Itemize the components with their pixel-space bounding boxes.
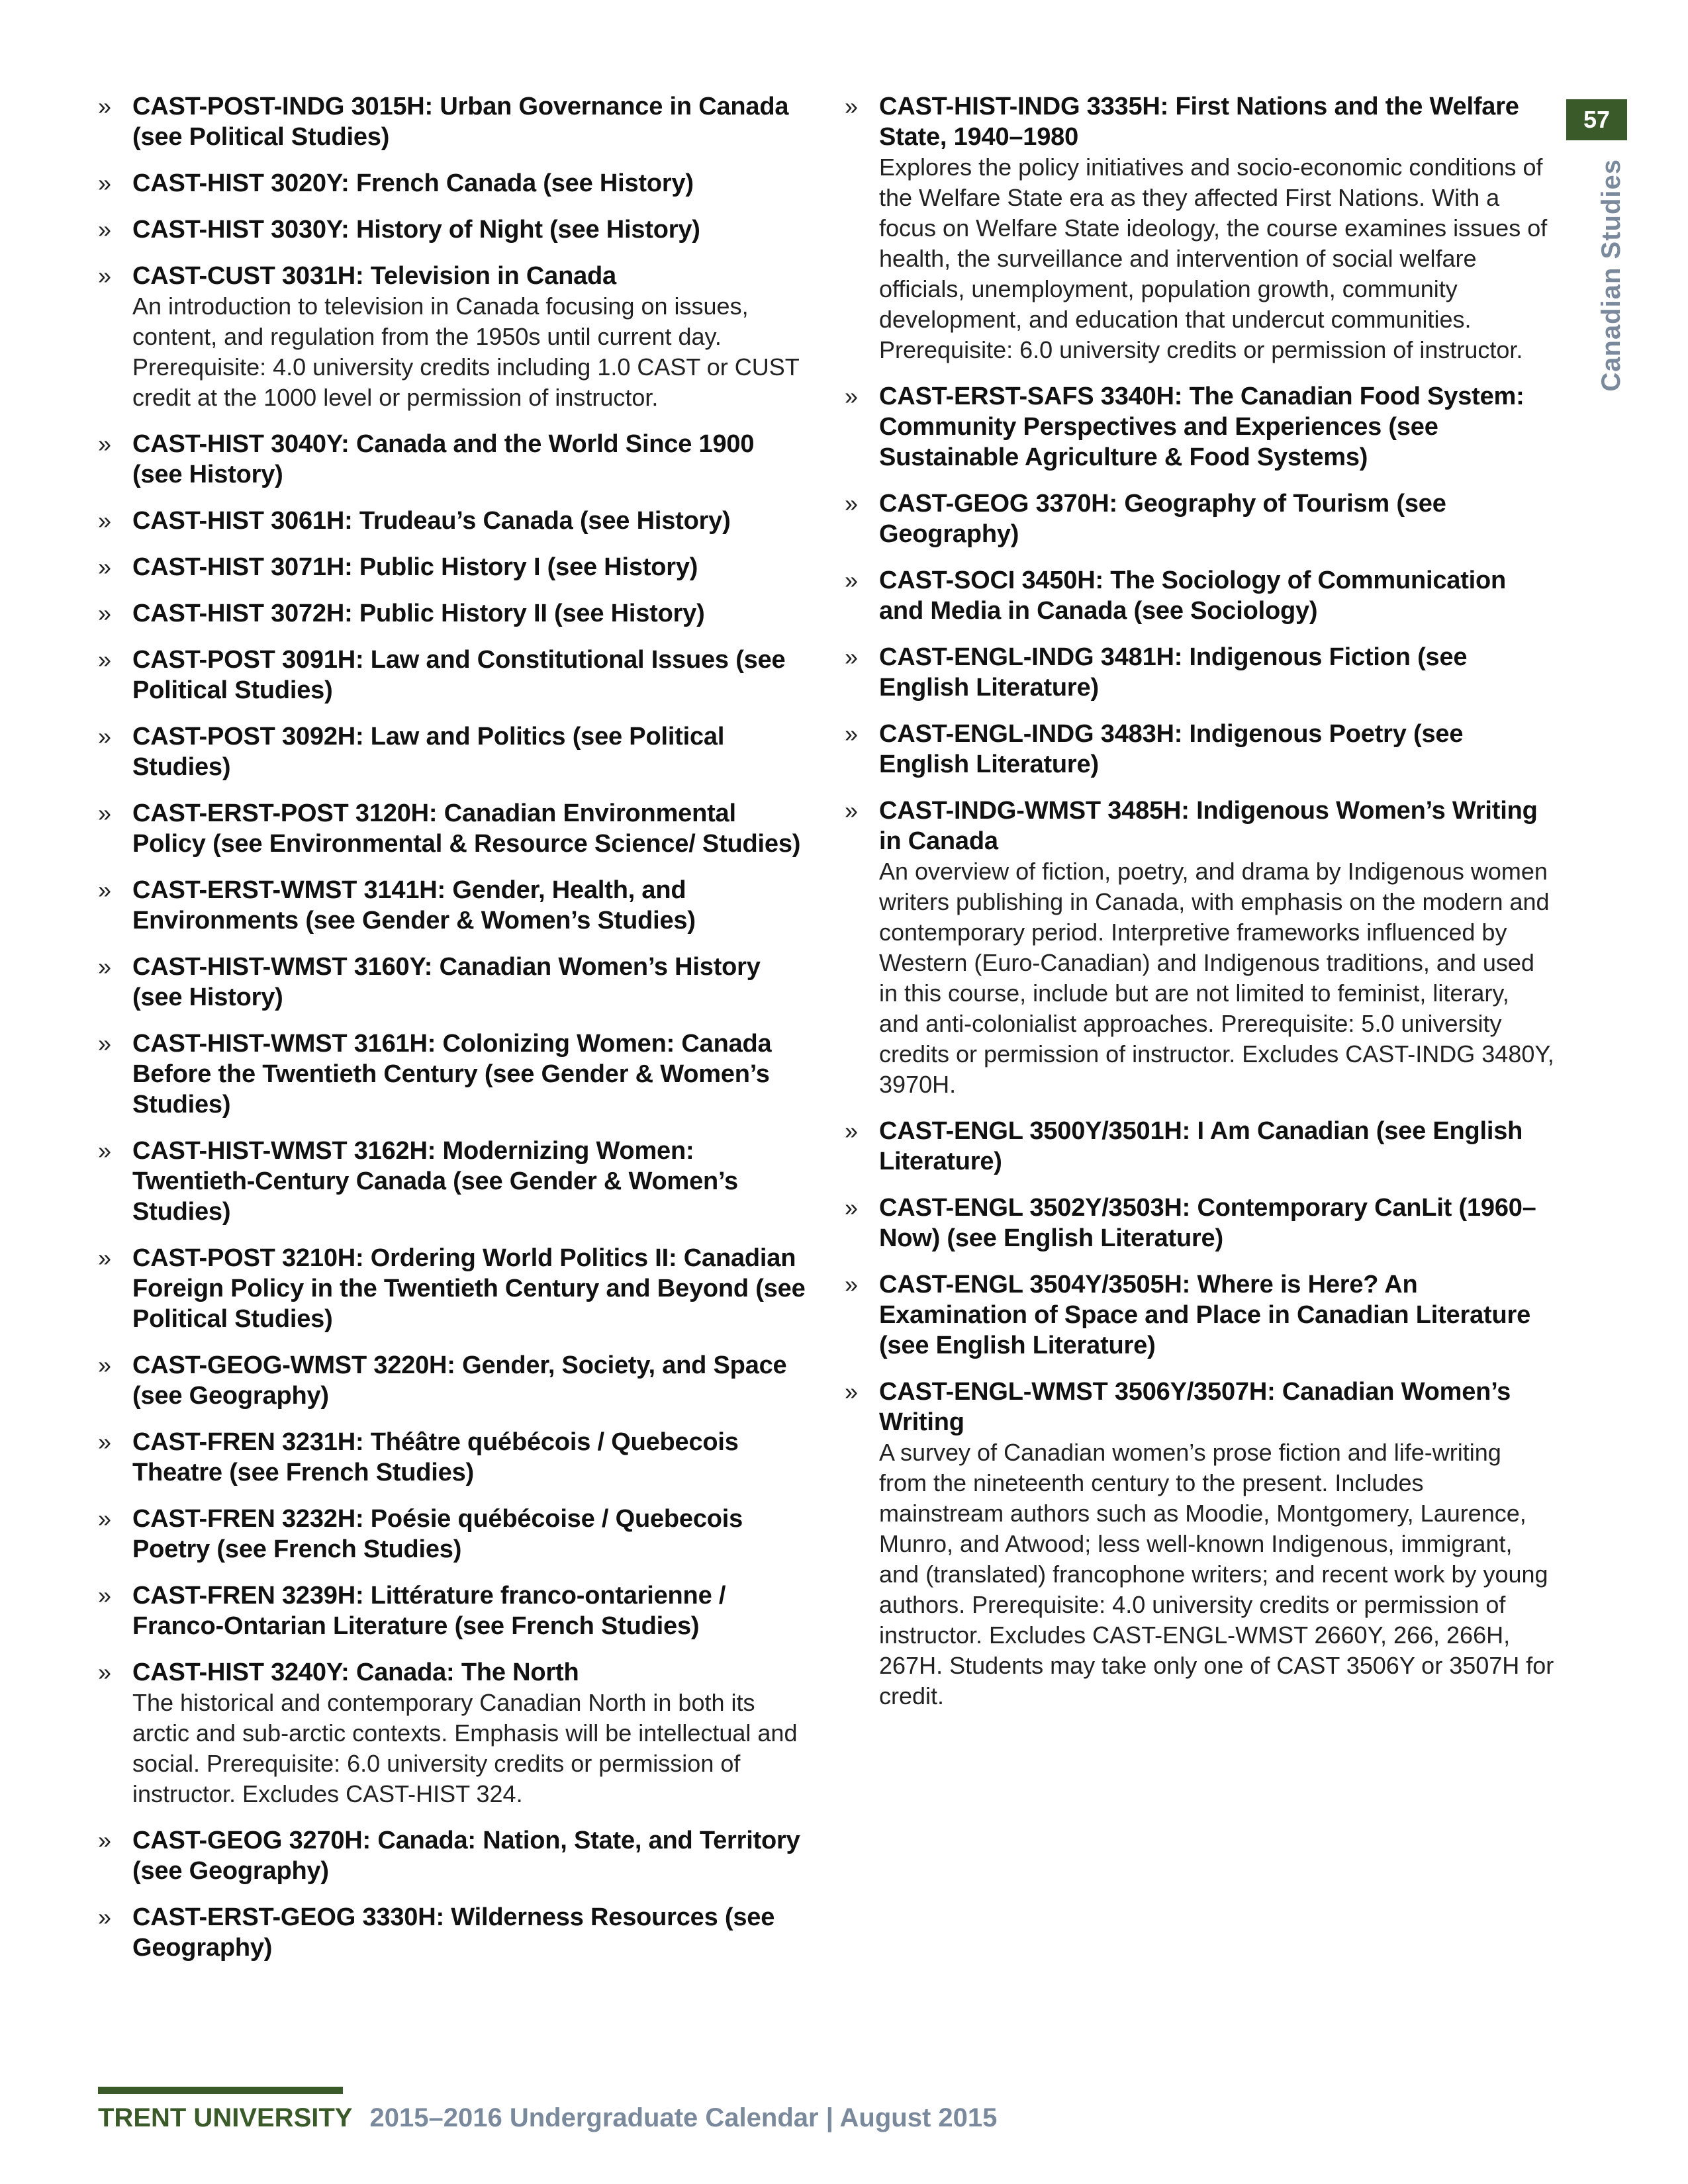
bullet-chevron-icon: » [98,646,112,673]
course-title: CAST-INDG-WMST 3485H: Indigenous Women’s Writing in Canada [879,797,1538,855]
course-title: CAST-ERST-SAFS 3340H: The Canadian Food System: Community Perspectives and Experiences (see Sustainable Agriculture & Food Systems) [879,383,1524,471]
course-description: An introduction to television in Canada focusing on issues, content, and regulation from the 1950s until current day. Prerequisite: 4.0 university credits including 1.0 CAST or CUST credit at the 1000 level or permission of instructor. [132,293,800,411]
course-title: CAST-POST 3091H: Law and Constitutional Issues (see Political Studies) [132,646,786,704]
bullet-chevron-icon: » [845,1378,859,1405]
footer-university: TRENT UNIVERSITY [98,2103,353,2132]
course-entry [93,1350,808,1411]
course-entry [839,1193,1554,1253]
bullet-chevron-icon: » [98,799,112,827]
bullet-chevron-icon: » [98,1137,112,1164]
bullet-chevron-icon: » [845,567,859,594]
bullet-chevron-icon: » [845,1271,859,1298]
course-title: CAST-HIST 3071H: Public History I (see History) [132,553,698,581]
course-title: CAST-POST 3210H: Ordering World Politics II: Canadian Foreign Policy in the Twentieth Century and Beyond (see Political Studies) [132,1244,806,1333]
course-entry [839,565,1554,626]
course-entry [93,1504,808,1565]
course-entry [93,952,808,1013]
bullet-chevron-icon: » [98,169,112,197]
course-description: A survey of Canadian women’s prose fiction and life-writing from the nineteenth century to the present. Includes mainstream authors such as Moodie, Montgomery, Laurence, Munro, and Atwood; less well-known Indigenous, immigrant, and (translated) francophone writers; and recent work by young authors. Prerequisite: 4.0 university credits or permission of instructor. Excludes CAST-ENGL-WMST 2660Y, 266, 266H, 267H. Students may take only one of CAST 3506Y or 3507H for credit. [879,1439,1554,1709]
course-title: CAST-HIST 3030Y: History of Night (see History) [132,216,700,244]
course-entry [93,1580,808,1641]
course-entry [93,598,808,629]
bullet-chevron-icon: » [98,93,112,120]
course-entry [93,721,808,782]
course-entry [93,91,808,152]
course-entry [93,506,808,536]
course-entry [93,875,808,936]
footer-rule [98,2087,343,2094]
course-entry [839,642,1554,703]
course-entry [839,1269,1554,1361]
bullet-chevron-icon: » [98,1428,112,1455]
bullet-chevron-icon: » [845,490,859,517]
course-title: CAST-HIST-WMST 3161H: Colonizing Women: Canada Before the Twentieth Century (see Gender & Women’s Studies) [132,1030,772,1118]
course-title: CAST-ENGL-INDG 3481H: Indigenous Fiction (see English Literature) [879,643,1468,702]
course-title: CAST-ENGL 3500Y/3501H: I Am Canadian (see English Literature) [879,1117,1523,1175]
course-entry [93,552,808,582]
footer [98,2103,997,2133]
course-title: CAST-SOCI 3450H: The Sociology of Communication and Media in Canada (see Sociology) [879,567,1507,625]
course-title: CAST-GEOG 3370H: Geography of Tourism (see Geography) [879,490,1446,548]
course-title: CAST-GEOG 3270H: Canada: Nation, State, and Territory (see Geography) [132,1827,800,1885]
course-title: CAST-CUST 3031H: Television in Canada [132,262,616,290]
course-description: The historical and contemporary Canadian North in both its arctic and sub-arctic contexts. Emphasis will be intellectual and social. Prerequisite: 6.0 university credits or permission of instructor. Excludes CAST-HIST 324. [132,1689,798,1807]
course-title: CAST-HIST 3072H: Public History II (see History) [132,600,705,627]
course-entry [839,488,1554,549]
bullet-chevron-icon: » [98,953,112,980]
course-title: CAST-POST-INDG 3015H: Urban Governance in Canada (see Political Studies) [132,93,789,151]
course-entry [839,719,1554,780]
course-entry [93,214,808,245]
course-entry [93,1427,808,1488]
bullet-chevron-icon: » [98,1030,112,1057]
course-title: CAST-HIST-WMST 3160Y: Canadian Women’s History (see History) [132,953,761,1011]
course-title: CAST-HIST 3020Y: French Canada (see History) [132,169,694,197]
bullet-chevron-icon: » [845,1194,859,1221]
bullet-chevron-icon: » [98,1582,112,1609]
bullet-chevron-icon: » [98,1505,112,1532]
right-column [839,91,1554,1727]
course-entry [93,1825,808,1886]
bullet-chevron-icon: » [98,1351,112,1379]
bullet-chevron-icon: » [98,553,112,580]
course-title: CAST-HIST 3240Y: Canada: The North [132,1659,579,1686]
bullet-chevron-icon: » [98,876,112,903]
course-entry [93,645,808,705]
bullet-chevron-icon: » [845,720,859,747]
course-title: CAST-FREN 3231H: Théâtre québécois / Quebecois Theatre (see French Studies) [132,1428,739,1486]
course-title: CAST-ENGL 3504Y/3505H: Where is Here? An Examination of Space and Place in Canadian Literature (see English Literature) [879,1271,1531,1359]
section-label: Canadian Studies [1597,159,1626,392]
bullet-chevron-icon: » [98,507,112,534]
course-description: An overview of fiction, poetry, and drama by Indigenous women writers publishing in Canada, with emphasis on the modern and contemporary period. Interpretive frameworks influenced by Western (Euro-Canadian) and Indigenous traditions, and used in this course, include but are not limited to feminist, literary, and anti-colonialist approaches. Prerequisite: 5.0 university credits or permission of instructor. Excludes CAST-INDG 3480Y, 3970H. [879,858,1554,1098]
course-title: CAST-HIST-WMST 3162H: Modernizing Women: Twentieth-Century Canada (see Gender & Women’s Studies) [132,1137,738,1226]
bullet-chevron-icon: » [98,1244,112,1271]
bullet-chevron-icon: » [845,383,859,410]
course-title: CAST-HIST 3040Y: Canada and the World Since 1900 (see History) [132,430,755,488]
bullet-chevron-icon: » [845,797,859,824]
bullet-chevron-icon: » [98,1827,112,1854]
course-title: CAST-ERST-GEOG 3330H: Wilderness Resources (see Geography) [132,1903,775,1962]
course-entry [93,429,808,490]
bullet-chevron-icon: » [845,93,859,120]
course-title: CAST-ERST-WMST 3141H: Gender, Health, and Environments (see Gender & Women’s Studies) [132,876,696,934]
bullet-chevron-icon: » [98,1659,112,1686]
course-title: CAST-ENGL-WMST 3506Y/3507H: Canadian Women’s Writing [879,1378,1511,1436]
course-title: CAST-HIST-INDG 3335H: First Nations and the Welfare State, 1940–1980 [879,93,1519,151]
course-entry [93,1136,808,1227]
bullet-chevron-icon: » [845,1117,859,1144]
course-entry [839,796,1554,1100]
bullet-chevron-icon: » [98,216,112,243]
course-title: CAST-ENGL 3502Y/3503H: Contemporary CanLit (1960–Now) (see English Literature) [879,1194,1536,1252]
course-title: CAST-ENGL-INDG 3483H: Indigenous Poetry (see English Literature) [879,720,1464,778]
bullet-chevron-icon: » [98,430,112,457]
bullet-chevron-icon: » [98,1903,112,1931]
footer-calendar: 2015–2016 Undergraduate Calendar | August 2015 [369,2103,998,2132]
bullet-chevron-icon: » [845,643,859,670]
bullet-chevron-icon: » [98,723,112,750]
course-title: CAST-ERST-POST 3120H: Canadian Environmental Policy (see Environmental & Resource Science/ Studies) [132,799,801,858]
course-title: CAST-HIST 3061H: Trudeau’s Canada (see History) [132,507,731,535]
course-entry [93,168,808,199]
course-title: CAST-FREN 3232H: Poésie québécoise / Quebecois Poetry (see French Studies) [132,1505,743,1563]
course-entry [93,798,808,859]
course-entry [93,1902,808,1963]
course-entry [839,91,1554,365]
page-number: 57 [1566,99,1627,140]
course-title: CAST-GEOG-WMST 3220H: Gender, Society, and Space (see Geography) [132,1351,787,1410]
course-title: CAST-FREN 3239H: Littérature franco-ontarienne / Franco-Ontarian Literature (see French Studies) [132,1582,726,1640]
bullet-chevron-icon: » [98,262,112,289]
course-entry [839,1116,1554,1177]
course-title: CAST-POST 3092H: Law and Politics (see Political Studies) [132,723,725,781]
course-description: Explores the policy initiatives and socio-economic conditions of the Welfare State era as they affected First Nations. With a focus on Welfare State ideology, the course examines issues of health, the surveillance and intervention of social welfare officials, unemployment, population growth, community development, and education that undercut communities. Prerequisite: 6.0 university credits or permission of instructor. [879,154,1548,363]
left-column [93,91,808,1979]
course-entry [93,261,808,413]
course-entry [93,1657,808,1809]
course-entry [93,1243,808,1334]
bullet-chevron-icon: » [98,600,112,627]
course-entry [839,381,1554,473]
course-entry [839,1377,1554,1711]
course-entry [93,1028,808,1120]
